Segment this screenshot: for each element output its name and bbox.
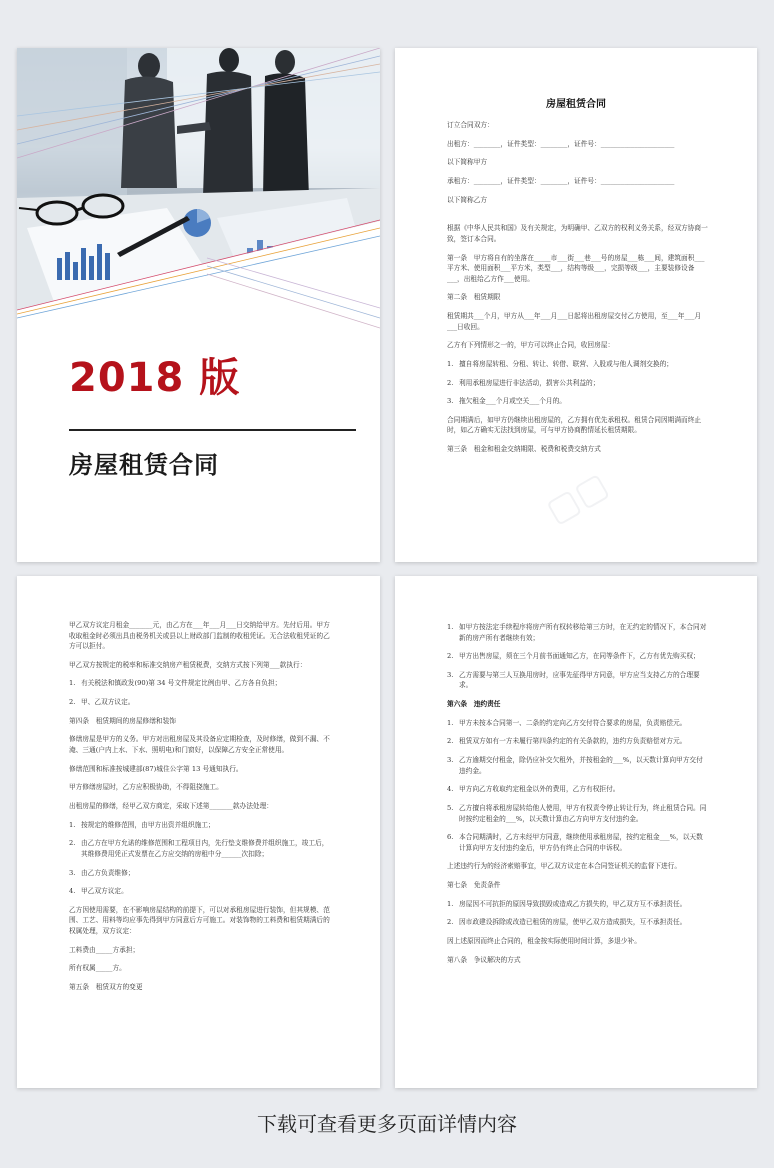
clause-text: 甲方出售房屋，须在三个月前书面通知乙方，在同等条件下，乙方有优先购买权； [459,652,700,661]
text-line: 因上述原因而终止合同的，租金按实际使用时间计算，多退少补。 [447,937,641,946]
download-hint: 下载可查看更多页面详情内容 [257,1112,517,1136]
numbered-clause [447,622,709,643]
clause-text: 拖欠租金___个月或空关___个月的。 [459,397,566,406]
cover-year: 2018 版 [69,355,241,401]
numbered-clause [447,736,709,747]
cover-divider [69,429,356,431]
clause-number: 2. [447,918,454,927]
text-line: 第八条 争议解决的方式 [447,955,521,964]
clause-number: 1. [447,718,454,727]
text-line: 第二条 租赁期限 [447,293,501,302]
text-line: 甲乙双方议定月租金_______元，由乙方在___年___月___日交纳给甲方。先付后用。甲方收取租金时必须出具由税务机关或县以上财政部门监制的收租凭证。无合法收租凭证的乙方可以拒付。 [69,621,330,650]
numbered-clause [447,784,709,795]
page-2 [395,48,757,562]
clause-number: 1. [447,623,454,631]
clause-number: 1. [447,359,454,368]
clause-text: 乙方擅自将承租房屋转给他人使用，甲方有权责令停止转让行为，终止租赁合同。同时按约定租金的___%，以天数计算由乙方向甲方支付违约金。 [459,804,707,823]
numbered-clause [447,718,709,729]
clause-number: 2. [447,652,454,661]
text-line: 上述违约行为的经济索赔事宜，甲乙双方议定在本合同签证机关的监督下进行。 [447,862,682,871]
cover-page [17,48,380,562]
clause-number: 3. [447,670,454,679]
text-line: 甲乙双方按规定的税率和标准交纳房产租赁税费，交纳方式按下列第___款执行： [69,660,307,669]
clause-number: 2. [447,378,454,387]
clause-number: 4. [447,785,454,794]
text-line: 第一条 甲方将自有的坐落在_____市___街___巷___号的房屋___栋___间，建筑面积___平方米、使用面积___平方米，类型___，结构等级___，完损等级___，主要装修设备___，出租给乙方作___使用。 [447,253,705,283]
clause-text: 乙方需要与第三人互换用房时，应事先征得甲方同意，甲方应当支持乙方的合理要求。 [459,670,700,690]
text-line: 修缮房屋是甲方的义务。甲方对出租房屋及其设备应定期检查，及时修缮，做到不漏、不淹、三通(户内上水、下水、照明电)和门窗好，以保障乙方安全正常使用。 [69,735,330,754]
clause-text: 甲乙双方议定。 [81,887,128,896]
text-line: 第四条 租赁期间的房屋修缮和装饰 [69,716,176,725]
clause-number: 3. [447,756,454,765]
numbered-clause [447,755,709,776]
numbered-clause [447,651,709,662]
text-line: 订立合同双方： [447,121,494,129]
text-line: 承租方：________，证件类型：________，证件号：______________________ [447,177,675,186]
text-line: 第七条 免责条件 [447,881,501,890]
cover-title: 房屋租赁合同 [69,451,219,479]
numbered-clause [69,678,331,689]
numbered-clause [447,670,709,691]
text-line: 第六条 违约责任 [447,700,501,709]
decorative-lines [17,48,380,348]
clause-text: 乙方逾期交付租金，除仍应补交欠租外，并按租金的___%，以天数计算向甲方交付违约金。 [459,756,703,775]
page-3 [17,576,380,1088]
text-line: 甲方修缮房屋时，乙方应积极协助，不得阻挠施工。 [69,783,223,792]
clause-text: 由乙方在甲方允诺的维修范围和工程项目内，先行垫支维修费并组织施工，竣工后，其维修费用凭正式发票在乙方应交纳的房租中分______次扣除； [81,839,329,858]
clause-number: 2. [447,737,454,746]
document-title: 房屋租赁合同 [546,99,606,110]
numbered-clause [447,803,709,824]
clause-number: 6. [447,833,454,842]
clause-text: 房屋因不可抗拒的原因导致损毁或造成乙方损失的，甲乙双方互不承担责任。 [459,899,687,908]
text-line: 工料费由_____方承担； [69,945,140,954]
clause-text: 按规定的维修范围，由甲方出资并组织施工； [81,820,215,829]
text-line: 租赁期共___个月，甲方从___年___月___日起将出租房屋交付乙方使用，至___年___月___日收回。 [447,312,702,331]
text-line: 以下简称甲方 [447,158,488,167]
numbered-clause [447,832,709,853]
clause-number: 2. [69,698,76,707]
clause-text: 擅自将房屋转租、分租、转让、转借、联营、入股或与他人调剂交换的； [459,359,673,368]
text-line: 出租方：________，证件类型：________，证件号：______________________ [447,139,675,148]
numbered-clause [69,697,331,708]
numbered-clause [69,838,331,859]
page-3-text [69,620,331,1001]
numbered-clause [447,917,709,928]
clause-number: 2. [69,839,76,848]
clause-text: 甲方向乙方收取约定租金以外的费用，乙方有权拒付。 [459,785,620,794]
clause-text: 如甲方按法定手续程序将房产所有权转移给第三方时，在无约定的情况下，本合同对新的房产所有者继续有效； [459,623,707,642]
text-line: 所有权属_____方。 [69,964,126,973]
page-4-text [447,622,709,974]
clause-text: 甲方未按本合同第一、二条的约定向乙方交付符合要求的房屋，负责赔偿元。 [459,718,687,727]
numbered-clause [447,359,711,370]
text-line: 第三条 租金和租金交纳期限、税费和税费交纳方式 [447,445,601,454]
numbered-clause [447,899,709,910]
clause-text: 租赁双方如有一方未履行第四条约定的有关条款的，违约方负责赔偿对方元。 [459,737,687,746]
text-line: 根据《中华人民共和国》及有关规定，为明确甲、乙双方的权利义务关系，经双方协商一致，签订本合同。 [447,224,708,243]
text-line: 修缮范围和标准按城建部(87)城住公字第 13 号通知执行。 [69,764,243,773]
clause-number: 5. [447,804,454,812]
clause-text: 利用承租房屋进行非法活动，损害公共利益的； [459,378,600,387]
page-2-text [447,120,711,463]
numbered-clause [69,868,331,879]
numbered-clause [69,886,331,897]
paragraph-gap [447,213,711,223]
clause-text: 由乙方负责维修； [81,868,135,877]
clause-number: 1. [447,899,454,908]
clause-number: 3. [447,397,454,406]
text-line: 出租房屋的修缮，经甲乙双方商定，采取下述第_______款办法处理： [69,802,273,810]
clause-text: 甲、乙双方议定。 [81,698,135,707]
numbered-clause [69,820,331,831]
clause-text: 有关税法和镇政发(90)第 34 号文件规定比例由甲、乙方各自负担； [81,679,282,688]
page-4 [395,576,757,1088]
clause-number: 4. [69,887,76,896]
text-line: 乙方因使用需要，在不影响房屋结构的前提下，可以对承租房屋进行装饰，但其规模、范围、工艺、用料等均应事先得到甲方同意后方可施工。对装饰物的工料费和租赁期满后的权属处理，双方议定： [69,905,330,935]
text-line: 合同期满后，如甲方仍继续出租房屋的，乙方拥有优先承租权。租赁合同因期满而终止时，如乙方确实无法找到房屋，可与甲方协商酌情延长租赁期限。 [447,415,702,435]
text-line: 以下简称乙方 [447,195,488,204]
text-line: 乙方有下列情形之一的，甲方可以终止合同，收回房屋： [447,341,615,350]
clause-text: 本合同期满时，乙方未经甲方同意，继续使用承租房屋，按约定租金___%，以天数计算向甲方支付违约金后，甲方仍有终止合同的申诉权。 [459,833,703,852]
text-line: 第五条 租赁双方的变更 [69,983,143,991]
numbered-clause [447,396,711,407]
numbered-clause [447,378,711,389]
clause-number: 3. [69,868,76,877]
clause-number: 1. [69,820,76,829]
clause-text: 因市政建设拆除或改造已租赁的房屋，使甲乙双方造成损失，互不承担责任。 [459,918,687,927]
watermark: ▢▢ [539,464,615,532]
clause-number: 1. [69,679,76,688]
